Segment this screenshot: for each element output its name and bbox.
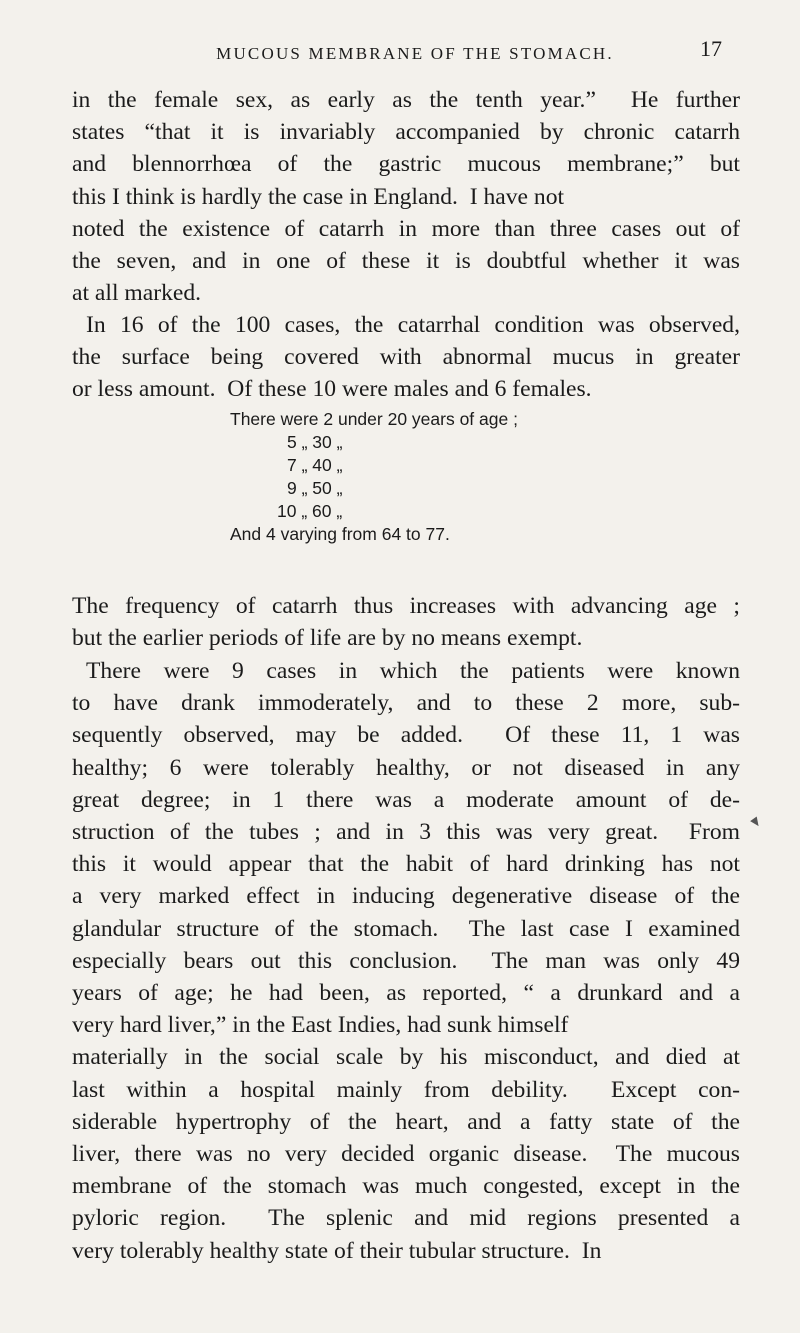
age-table-row: And 4 varying from 64 to 77.	[230, 524, 450, 544]
text-line: or less amount. Of these 10 were males and 6 females.	[72, 376, 592, 403]
text-line: this it would appear that the habit of hard drinking has not	[72, 851, 740, 878]
text-line: and blennorrhœa of the gastric mucous membrane;” but	[72, 151, 740, 178]
text-line: but the earlier periods of life are by no means exempt.	[72, 625, 583, 652]
text-line: in the female sex, as early as the tenth year.” He further	[72, 87, 740, 113]
text-line: last within a hospital mainly from debility. Except con-	[72, 1076, 740, 1103]
age-table-row: 5 „ 30 „	[287, 432, 343, 452]
text-line: pyloric region. The splenic and mid regions presented a	[72, 1205, 740, 1232]
age-table-row: 10 „ 60 „	[277, 501, 343, 521]
paragraph-1	[72, 84, 740, 309]
text-line: the surface being covered with abnormal mucus in greater	[72, 344, 740, 371]
age-table-row: There were 2 under 20 years of age ;	[230, 409, 518, 429]
text-line: In 16 of the 100 cases, the catarrhal condition was observed,	[86, 312, 740, 338]
text-line: states “that it is invariably accompanied by chronic catarrh	[72, 119, 740, 146]
text-line: the seven, and in one of these it is doubtful whether it was	[72, 248, 740, 275]
text-line: great degree; in 1 there was a moderate amount of de-	[72, 786, 740, 813]
text-line: sequently observed, may be added. Of these 11, 1 was	[72, 722, 740, 749]
paragraph-3	[72, 590, 740, 654]
page-number: 17	[700, 36, 722, 61]
text-line: struction of the tubes ; and in 3 this was very great. From	[72, 819, 740, 846]
text-line: at all marked.	[72, 280, 202, 307]
text-line: glandular structure of the stomach. The last case I examined	[72, 915, 740, 942]
age-table-row: 9 „ 50 „	[287, 478, 343, 498]
text-line: very tolerably healthy state of their tubular structure. In	[72, 1237, 602, 1264]
paragraph-4	[72, 655, 740, 1267]
running-head	[0, 36, 800, 76]
text-line: liver, there was no very decided organic disease. The mucous	[72, 1141, 740, 1168]
running-title: MUCOUS MEMBRANE OF THE STOMACH.	[216, 44, 614, 63]
paragraph-2	[72, 309, 740, 406]
text-line: very hard liver,” in the East Indies, had sunk himself	[72, 1012, 569, 1039]
text-line: a very marked effect in inducing degenerative disease of the	[72, 883, 740, 910]
margin-mark-icon	[750, 817, 762, 829]
text-line: noted the existence of catarrh in more than three cases out of	[72, 215, 740, 242]
age-table-row: 7 „ 40 „	[287, 455, 343, 475]
text-line: siderable hypertrophy of the heart, and a fatty state of the	[72, 1108, 740, 1135]
text-line: The frequency of catarrh thus increases with advancing age ;	[72, 593, 740, 619]
text-line: materially in the social scale by his misconduct, and died at	[72, 1044, 740, 1071]
text-line: healthy; 6 were tolerably healthy, or not diseased in any	[72, 754, 740, 781]
text-line: years of age; he had been, as reported, “ a drunkard and a	[72, 980, 740, 1007]
text-line: this I think is hardly the case in England. I have not	[72, 183, 565, 210]
text-line: There were 9 cases in which the patients were known	[86, 658, 740, 684]
text-line: to have drank immoderately, and to these 2 more, sub-	[72, 690, 740, 717]
text-line: membrane of the stomach was much congested, except in the	[72, 1173, 740, 1200]
text-line: especially bears out this conclusion. The man was only 49	[72, 947, 740, 974]
